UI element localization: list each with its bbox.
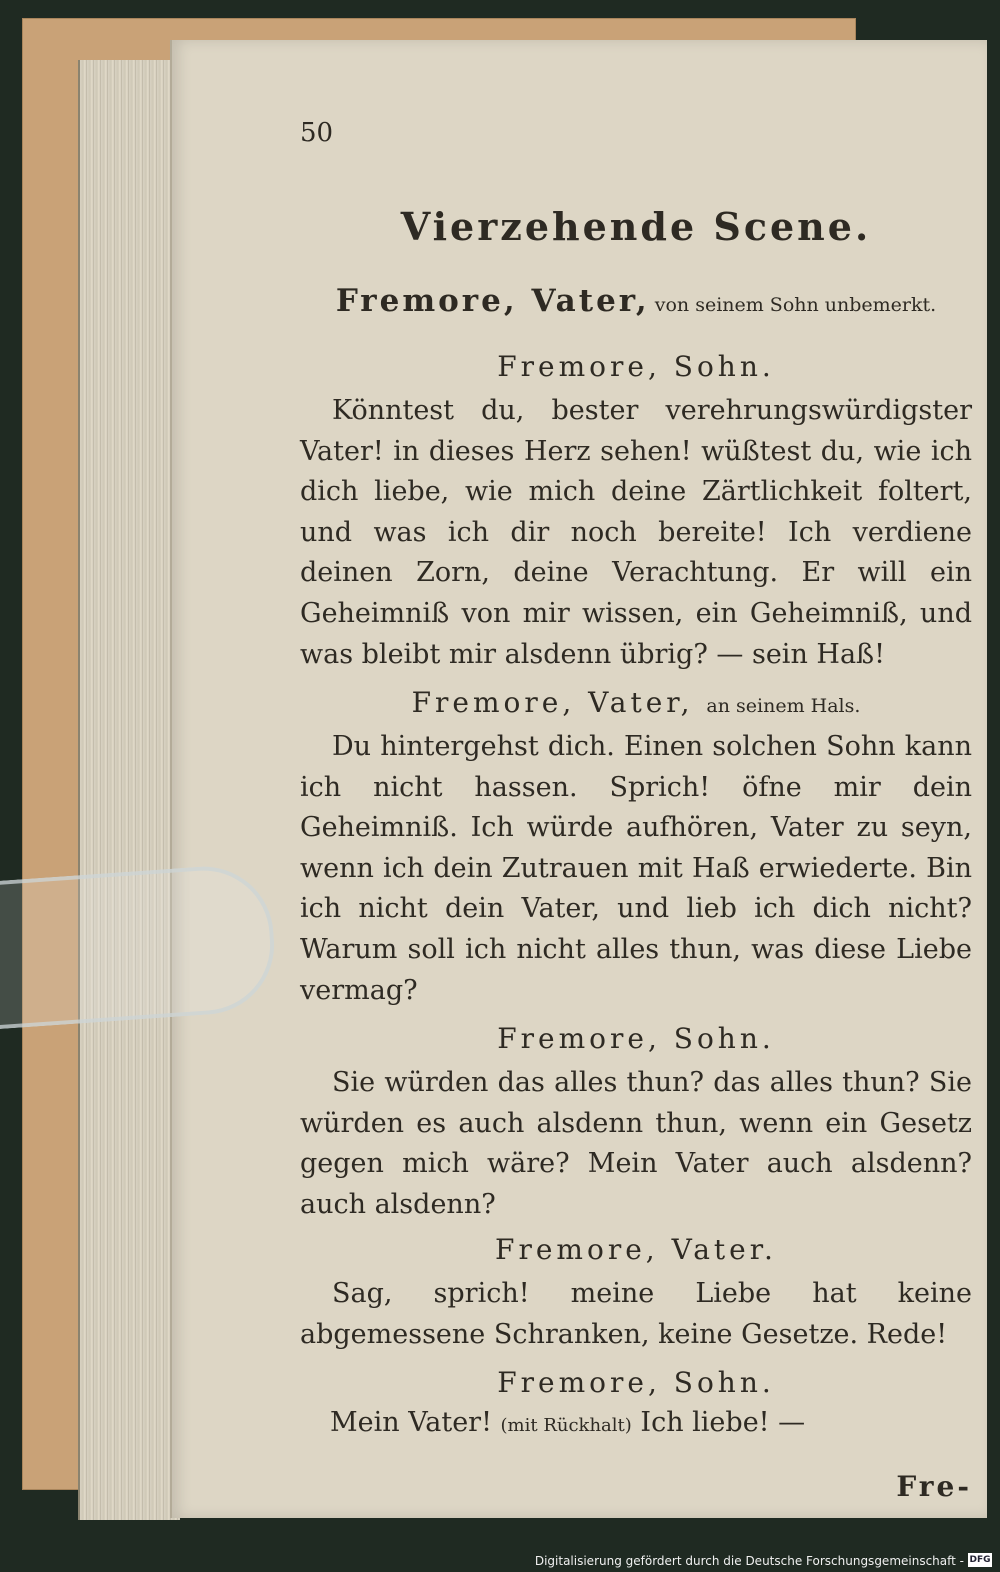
- speaker-name: Fremore, Vater.: [495, 1233, 777, 1266]
- speech-text: Sie würden das alles thun? das alles thun? Sie würden es auch alsdenn thun, wenn ein Gesetz gegen mich wäre? Mein Vater auch alsdenn? auch alsdenn?: [300, 1067, 972, 1220]
- speech-paragraph: [300, 1274, 972, 1355]
- speaker-heading: [300, 686, 972, 719]
- speaker-heading: [300, 1022, 972, 1055]
- catchword: Fre-: [896, 1470, 972, 1503]
- page-holder-clip: [0, 862, 279, 1030]
- stage-speaker: Fremore, Vater,: [335, 283, 650, 319]
- speech-paragraph: [300, 1063, 972, 1225]
- dfg-logo: DFG: [969, 1555, 991, 1565]
- scene-title: Vierzehende Scene.: [400, 204, 872, 249]
- stage-direction: von seinem Sohn unbemerkt.: [654, 294, 937, 316]
- speech-text: Könntest du, bester verehrungswürdigster Vater! in dieses Herz sehen! wüßtest du, wie ich dich liebe, wie mich deine Zärtlichkeit foltert, und was ich dir noch bereite! Ich verdiene deinen Zorn, deine Verachtung. Er will ein Geheimniß von mir wissen, ein Geheimniß, und was bleibt mir alsdenn übrig? — sein Haß!: [300, 395, 972, 670]
- page-stack-edges: [78, 60, 180, 1520]
- final-speech-line: [330, 1407, 805, 1438]
- speaker-heading: [300, 350, 972, 383]
- speaker-heading: [300, 1233, 972, 1266]
- final-speech-aside: (mit Rückhalt): [500, 1415, 632, 1436]
- digitization-credit: Digitalisierung gefördert durch die Deutsche Forschungsgemeinschaft -: [534, 1554, 964, 1568]
- speaker-name: Fremore, Vater,: [411, 686, 694, 719]
- speech-paragraph: [300, 727, 972, 1011]
- speaker-name: Fremore, Sohn.: [497, 1366, 775, 1399]
- book-page: [170, 40, 987, 1518]
- speech-text: Sag, sprich! meine Liebe hat keine abgemessene Schranken, keine Gesetze. Rede!: [300, 1278, 972, 1350]
- page-number: 50: [300, 118, 334, 148]
- speaker-direction: an seinem Hals.: [706, 695, 861, 717]
- speech-paragraph: [300, 391, 972, 675]
- final-speech-start: Mein Vater!: [330, 1407, 492, 1438]
- speech-text: Du hintergehst dich. Einen solchen Sohn kann ich nicht hassen. Sprich! öfne mir dein Geheimniß. Ich würde aufhören, Vater zu seyn, wenn ich dein Zutrauen mit Haß erwiederte. Bin ich nicht dein Vater, und lieb ich dich nicht? Warum soll ich nicht alles thun, was diese Liebe vermag?: [300, 731, 972, 1006]
- speaker-heading: [300, 1366, 972, 1399]
- stage-direction-line: [300, 283, 972, 319]
- speaker-name: Fremore, Sohn.: [497, 350, 775, 383]
- speaker-name: Fremore, Sohn.: [497, 1022, 775, 1055]
- final-speech-end: Ich liebe! —: [640, 1407, 806, 1438]
